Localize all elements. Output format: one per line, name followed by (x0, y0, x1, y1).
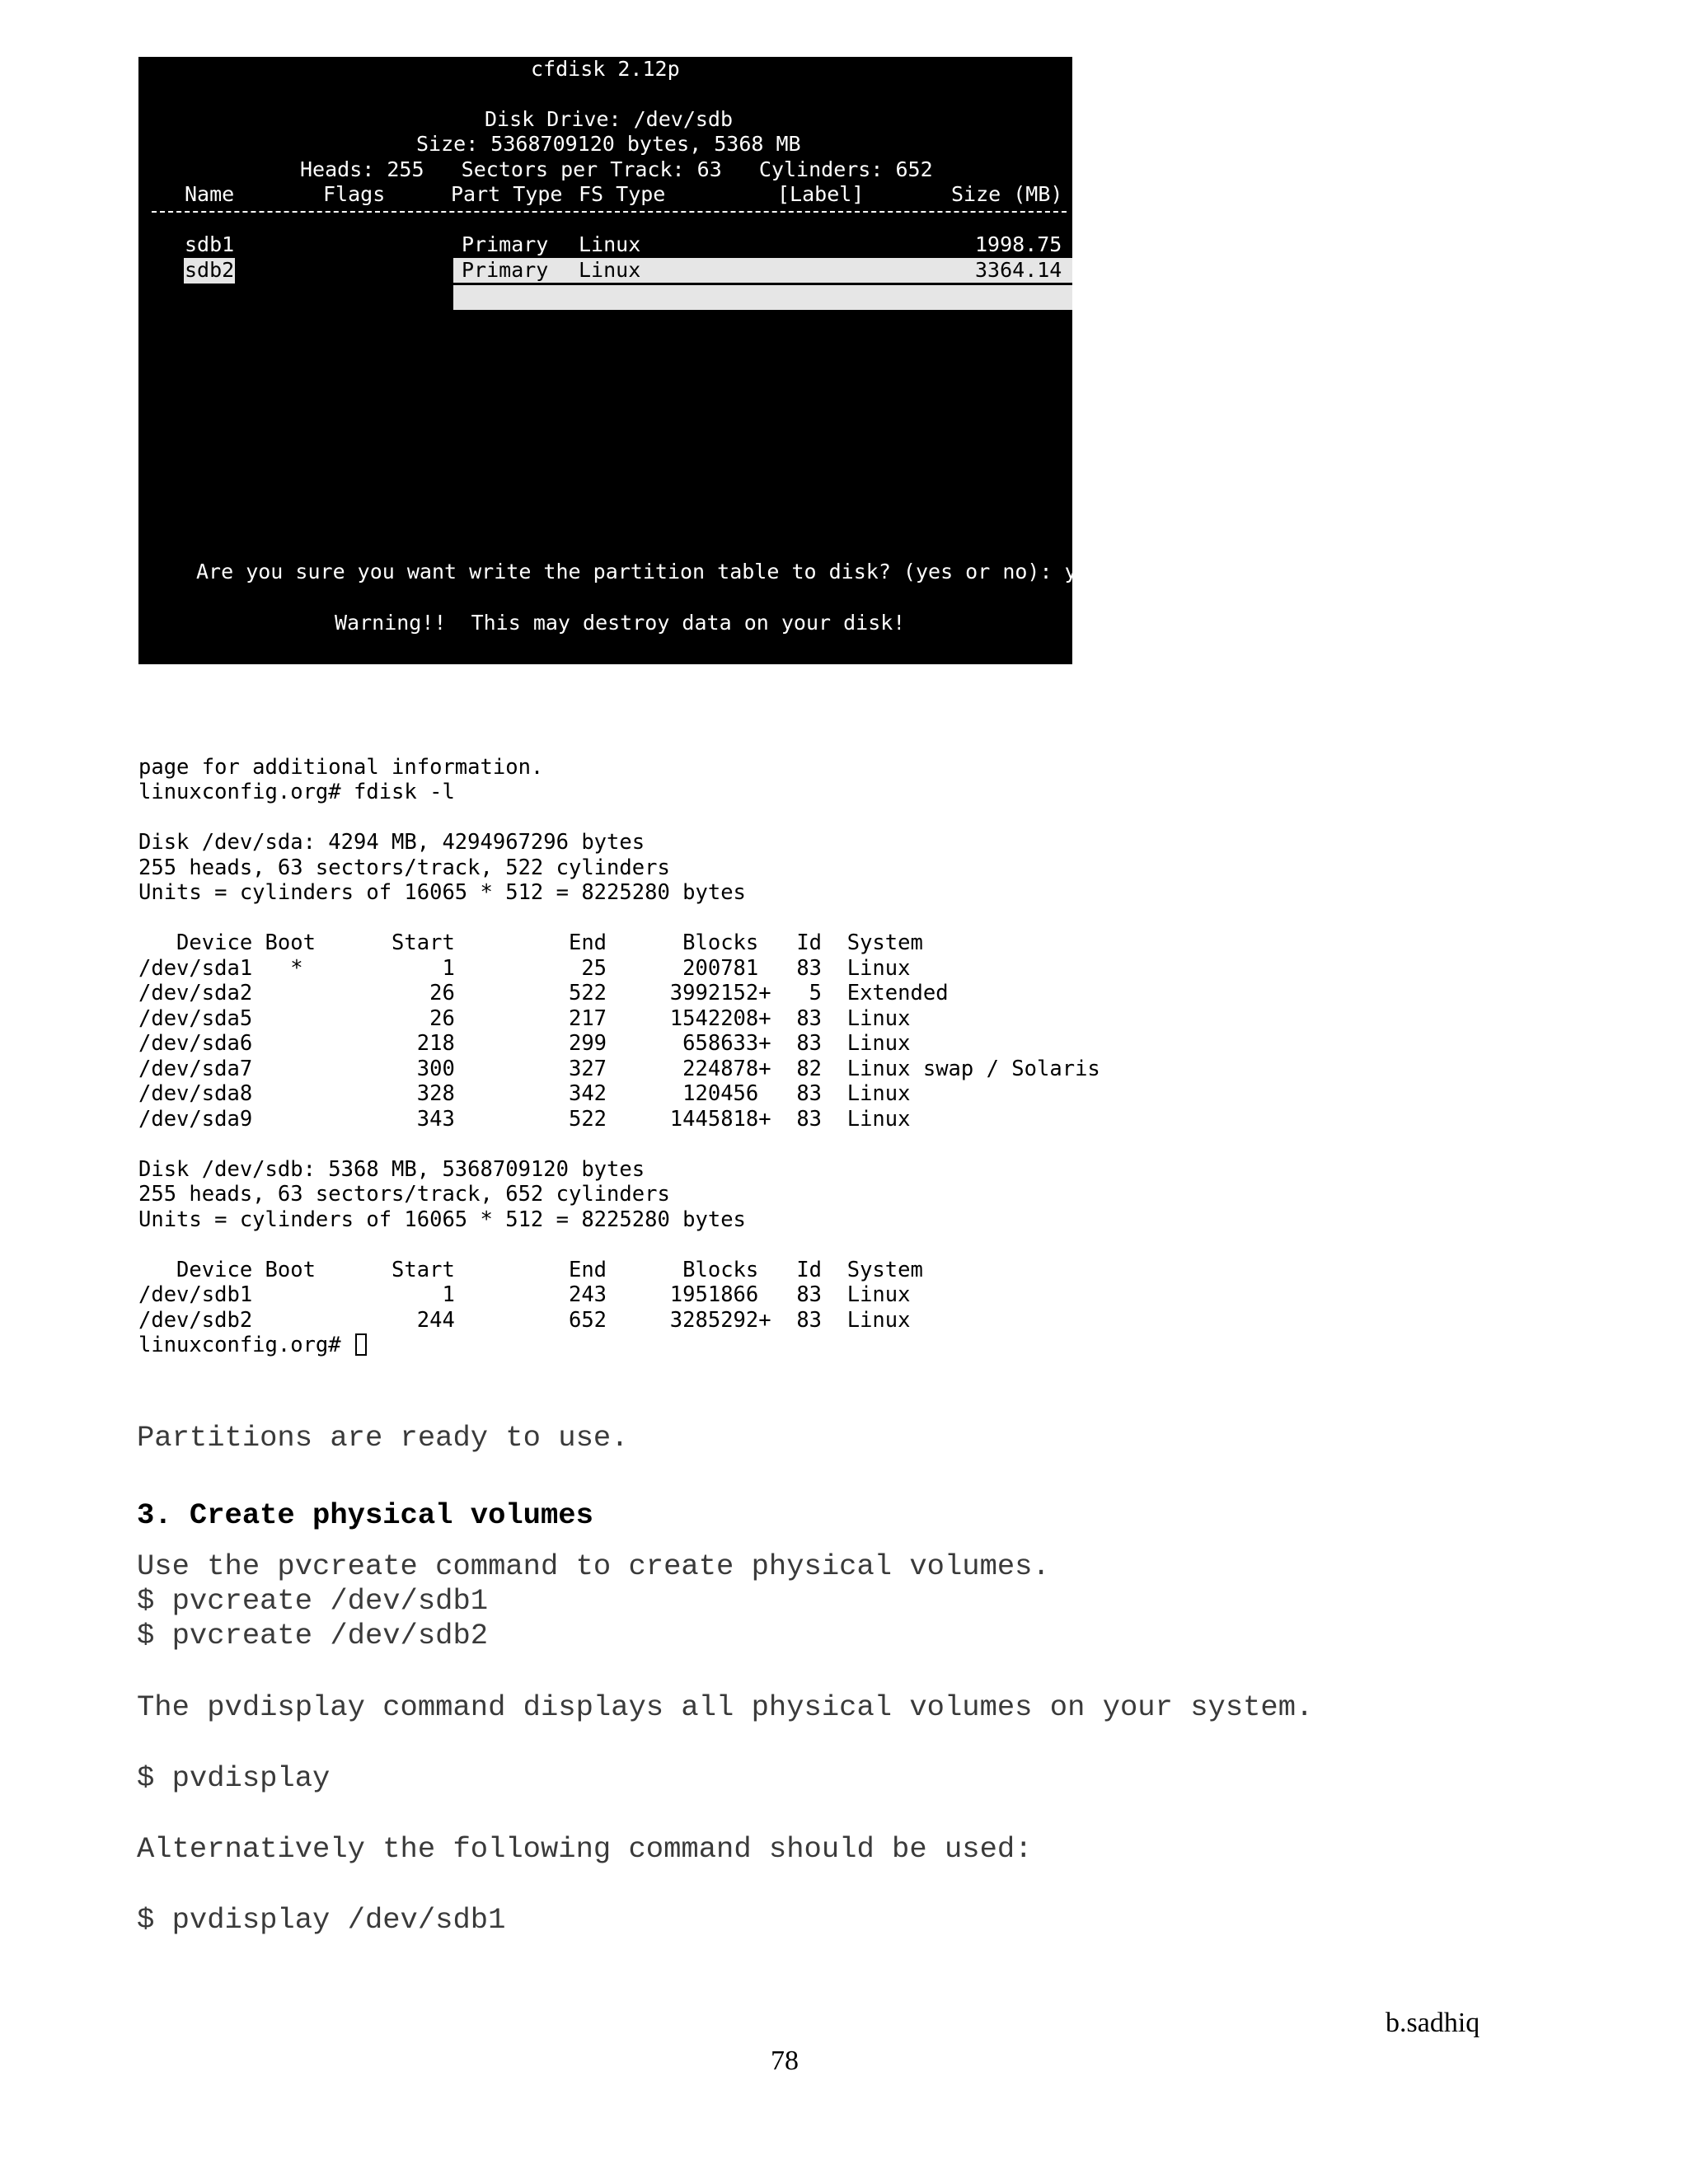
table-row: /dev/sda5 26 217 1542208+ 83 Linux (138, 1006, 911, 1031)
command-line: $ pvdisplay /dev/sdb1 (137, 1903, 506, 1937)
table-row: /dev/sda6 218 299 658633+ 83 Linux (138, 1031, 911, 1056)
header-divider (152, 211, 1067, 213)
body-text: The pvdisplay command displays all physical volumes on your system. (137, 1690, 1314, 1724)
terminal-line: Disk /dev/sda: 4294 MB, 4294967296 bytes (138, 830, 645, 855)
partition-name[interactable]: sdb1 (185, 232, 235, 256)
command-line: $ pvcreate /dev/sdb2 (137, 1619, 489, 1652)
partition-fs-type: Linux (579, 258, 641, 282)
shell-prompt-line (138, 1333, 367, 1357)
author-name: b.sadhiq (1386, 2008, 1480, 2038)
body-text: Use the pvcreate command to create physical volumes. (137, 1549, 1050, 1583)
cfdisk-screenshot (138, 57, 1102, 664)
disk-geometry-label: Heads: 255 Sectors per Track: 63 Cylinders: 652 (300, 157, 933, 181)
table-row: /dev/sda7 300 327 224878+ 82 Linux swap / Solaris (138, 1057, 1100, 1081)
table-row: /dev/sda9 343 522 1445818+ 83 Linux (138, 1107, 911, 1132)
partition-name-selected[interactable]: sdb2 (185, 258, 235, 282)
page-number: 78 (771, 2046, 799, 2076)
partition-size: 3364.14 (975, 258, 1062, 282)
terminal-line: page for additional information. (138, 755, 544, 780)
body-text: Alternatively the following command should be used: (137, 1832, 1033, 1866)
column-fs-type: FS Type (579, 182, 666, 206)
column-name: Name (185, 182, 235, 206)
column-label: [Label] (777, 182, 865, 206)
column-flags: Flags (323, 182, 386, 206)
column-part-type: Part Type (451, 182, 563, 206)
command-line: $ pvcreate /dev/sdb1 (137, 1584, 489, 1618)
partition-part-type: Primary (462, 232, 549, 256)
disk-size-label: Size: 5368709120 bytes, 5368 MB (416, 132, 801, 156)
body-text: Partitions are ready to use. (137, 1421, 629, 1455)
table-header: Device Boot Start End Blocks Id System (138, 930, 923, 955)
disk-drive-label: Disk Drive: /dev/sdb (485, 107, 734, 131)
write-confirm-prompt: Are you sure you want write the partition table to disk? (yes or no): yes (196, 560, 1102, 583)
command-line: $ pvdisplay (137, 1761, 331, 1795)
partition-size: 1998.75 (975, 232, 1062, 256)
terminal-cursor (355, 1333, 367, 1356)
selected-row-highlight (453, 285, 1072, 310)
table-row: /dev/sda2 26 522 3992152+ 5 Extended (138, 981, 949, 1005)
table-row: /dev/sdb1 1 243 1951866 83 Linux (138, 1282, 911, 1307)
cfdisk-title: cfdisk 2.12p (531, 57, 680, 81)
partition-fs-type: Linux (579, 232, 641, 256)
terminal-line: Units = cylinders of 16065 * 512 = 8225280 bytes (138, 1207, 746, 1232)
terminal-line: Units = cylinders of 16065 * 512 = 8225280 bytes (138, 880, 746, 905)
table-header: Device Boot Start End Blocks Id System (138, 1258, 923, 1282)
terminal-line: 255 heads, 63 sectors/track, 522 cylinders (138, 855, 670, 880)
destroy-warning: Warning!! This may destroy data on your disk! (335, 611, 906, 635)
section-heading: 3. Create physical volumes (137, 1498, 593, 1532)
column-size: Size (MB) (951, 182, 1063, 206)
table-row: /dev/sda1 * 1 25 200781 83 Linux (138, 956, 911, 981)
partition-part-type: Primary (462, 258, 549, 282)
table-row: /dev/sdb2 244 652 3285292+ 83 Linux (138, 1308, 911, 1333)
terminal-line: 255 heads, 63 sectors/track, 652 cylinders (138, 1182, 670, 1207)
table-row: /dev/sda8 328 342 120456 83 Linux (138, 1081, 911, 1106)
terminal-line: Disk /dev/sdb: 5368 MB, 5368709120 bytes (138, 1157, 645, 1182)
shell-prompt: linuxconfig.org# (138, 1333, 354, 1357)
terminal-line: linuxconfig.org# fdisk -l (138, 780, 455, 804)
